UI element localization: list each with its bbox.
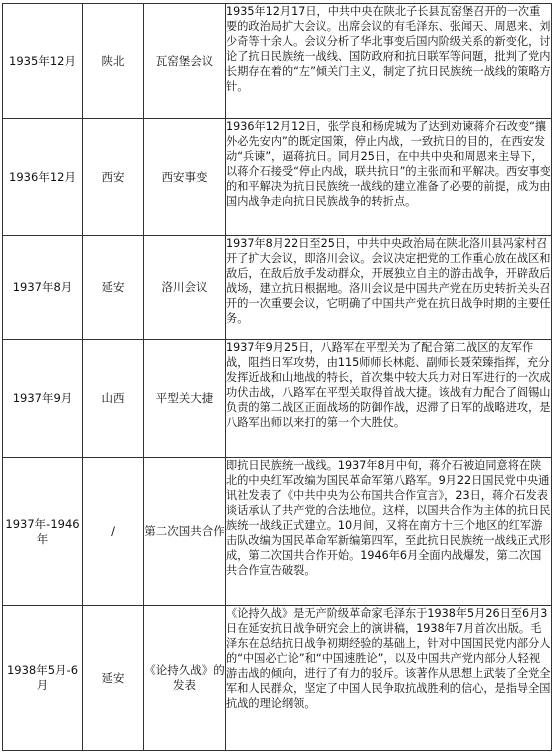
place-cell: 陕北: [83, 4, 144, 119]
table-row: [3, 458, 552, 606]
description-cell: 《论持久战》是无产阶级革命家毛泽东于1938年5月26日至6月3日在延安抗日战争研究会上的演讲稿，1938年7月首次出版。毛泽东在总结抗日战争初期经验的基础上，针对中国国民党内部分人的“中国必亡论”和“中国速胜论”，以及中国共产党内部分人轻视游击战的倾向，进行了有力的驳斥。该著作从思想上武装了全党全军和人民群众，坚定了中国人民争取抗战胜利的信心，是指导全国抗战的理论纲领。: [226, 606, 552, 751]
description-cell: 1936年12月12日，张学良和杨虎城为了达到劝谏蒋介石改变“攘外必先安内”的既定国策，停止内战，一致抗日的目的，在西安发动“兵谏”，逼蒋抗日。同月25日，在中共中央和周恩来主导下，以蒋介石接受“停止内战，联共抗日”的主张而和平解决。西安事变的和平解决为抗日民族统一战线的建立准备了必要的前提，成为由国内战争走向抗日民族战争的转折点。: [226, 119, 552, 236]
description-cell: 即抗日民族统一战线。1937年8月中旬，蒋介石被迫同意将在陕北的中央红军改编为国民革命军第八路军。9月22日国民党中央通讯社发表了《中共中央为公布国共合作宣言》，23日，蒋介石发表谈话承认了共产党的合法地位。这样，以国共合作为主体的抗日民族统一战线正式建立。10月间，又将在南方十三个地区的红军游击队改编为国民革命军新编第四军，至此抗日民族统一战线正式形成，第二次国共合作开始。1946年6月全面内战爆发，第二次国共合作宣告破裂。: [226, 458, 552, 606]
description-cell: 1937年8月22日至25日，中共中央政治局在陕北洛川县冯家村召开了扩大会议，即洛川会议。会议决定把党的工作重心放在战区和敌后，在敌后放手发动群众，开展独立自主的游击战争，开辟敌后战场，建立抗日根据地。洛川会议是中国共产党在历史转折关头召开的一次重要会议，它明确了中国共产党在抗日战争时期的主要任务。: [226, 236, 552, 340]
time-cell: 1937年8月: [3, 236, 83, 340]
place-cell: 延安: [83, 606, 144, 751]
event-cell: 第二次国共合作: [144, 458, 226, 606]
event-cell: 洛川会议: [144, 236, 226, 340]
table-row: [3, 4, 552, 119]
table-row: [3, 340, 552, 458]
history-table-body: [3, 4, 552, 751]
event-cell: 瓦窑堡会议: [144, 4, 226, 119]
time-cell: 1937年-1946年: [3, 458, 83, 606]
place-cell: /: [83, 458, 144, 606]
description-cell: 1937年9月25日，八路军在平型关为了配合第二战区的友军作战，阻挡日军攻势，由115师师长林彪、副师长聂荣臻指挥，充分发挥近战和山地战的特长，首次集中较大兵力对日军进行的一次成功伏击战，八路军在平型关取得首战大捷。该战有力配合了阎锡山负责的第二战区正面战场的防御作战，迟滞了日军的战略进攻，是八路军出师以来打的第一个大胜仗。: [226, 340, 552, 458]
place-cell: 延安: [83, 236, 144, 340]
event-cell: 平型关大捷: [144, 340, 226, 458]
table-row: [3, 606, 552, 751]
description-cell: 1935年12月17日，中共中央在陕北子长县瓦窑堡召开的一次重要的政治局扩大会议。出席会议的有毛泽东、张闻天、周恩来、刘少奇等十余人。会议分析了华北事变后国内阶级关系的新变化，讨论了抗日民族统一战线、国防政府和抗日联军等问题，批判了党内长期存在着的“左”倾关门主义，制定了抗日民族统一战线的策略方针。: [226, 4, 552, 119]
time-cell: 1936年12月: [3, 119, 83, 236]
table-row: [3, 119, 552, 236]
time-cell: 1938年5月-6月: [3, 606, 83, 751]
event-cell: 《论持久战》的发表: [144, 606, 226, 751]
event-cell: 西安事变: [144, 119, 226, 236]
time-cell: 1937年9月: [3, 340, 83, 458]
place-cell: 山西: [83, 340, 144, 458]
place-cell: 西安: [83, 119, 144, 236]
history-table: [2, 3, 552, 751]
table-row: [3, 236, 552, 340]
time-cell: 1935年12月: [3, 4, 83, 119]
